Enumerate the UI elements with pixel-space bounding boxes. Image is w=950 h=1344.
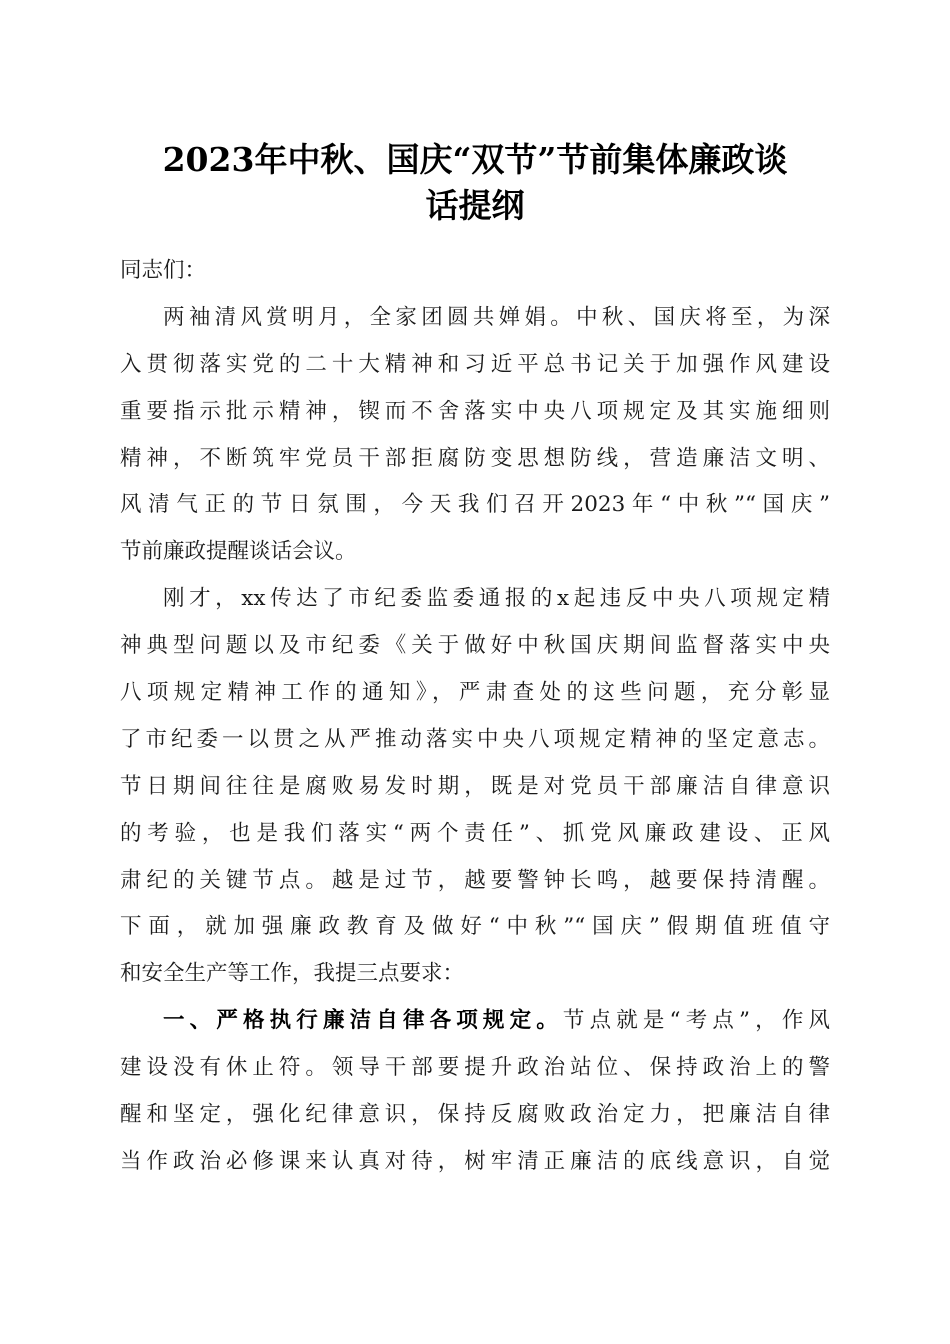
paragraph-line: 重要指示批示精神，锲而不舍落实中央八项规定及其实施细则 [120, 398, 830, 424]
paragraph-line: 醒和坚定，强化纪律意识，保持反腐败政治定力，把廉洁自律 [120, 1102, 830, 1128]
paragraph-line: 肃纪的关键节点。越是过节，越要警钟长鸣，越要保持清醒。 [120, 867, 830, 893]
paragraph-line: 节日期间往往是腐败易发时期，既是对党员干部廉洁自律意识 [120, 773, 830, 799]
document-body [120, 248, 830, 1186]
paragraph-line: 建设没有休止符。领导干部要提升政治站位、保持政治上的警 [120, 1055, 830, 1081]
paragraph-line: 刚才，xx传达了市纪委监委通报的x起违反中央八项规定精 [163, 586, 830, 612]
paragraph-line: 当作政治必修课来认真对待，树牢清正廉洁的底线意识，自觉 [120, 1148, 830, 1174]
paragraph-line: 节前廉政提醒谈话会议。 [120, 539, 357, 565]
document-title [120, 137, 830, 229]
title-line-1: 2023年中秋、国庆“双节”节前集体廉政谈 [162, 140, 788, 179]
paragraph-line: 八项规定精神工作的通知》，严肃查处的这些问题，充分彰显 [120, 680, 830, 706]
paragraph-line: 两袖清风赏明月，全家团圆共婵娟。中秋、国庆将至，为深 [163, 304, 830, 330]
paragraph-1 [120, 295, 830, 576]
paragraph-line: 精神，不断筑牢党员干部拒腐防变思想防线，营造廉洁文明、 [120, 445, 830, 471]
paragraph-line: 神典型问题以及市纪委《关于做好中秋国庆期间监督落实中央 [120, 633, 830, 659]
section-1-first-line-rest: 节点就是“考点”，作风 [562, 1008, 830, 1034]
salutation: 同志们： [120, 258, 207, 283]
title-line-2: 话提纲 [425, 186, 525, 225]
paragraph-line: 的考验，也是我们落实“两个责任”、抓党风廉政建设、正风 [120, 820, 830, 846]
paragraph-line: 风清气正的节日氛围，今天我们召开2023年“中秋”“国庆” [120, 492, 830, 518]
paragraph-line: 下面，就加强廉政教育及做好“中秋”“国庆”假期值班值守 [120, 914, 830, 940]
paragraph-line: 了市纪委一以贯之从严推动落实中央八项规定精神的坚定意志。 [120, 726, 830, 752]
section-1-first-line [120, 998, 830, 1045]
section-1-heading: 一、严格执行廉洁自律各项规定。 [163, 1008, 563, 1034]
paragraph-line: 入贯彻落实党的二十大精神和习近平总书记关于加强作风建设 [120, 351, 830, 377]
paragraph-line: 和安全生产等工作，我提三点要求： [120, 961, 465, 987]
paragraph-2 [120, 576, 830, 998]
section-1 [120, 998, 830, 1186]
